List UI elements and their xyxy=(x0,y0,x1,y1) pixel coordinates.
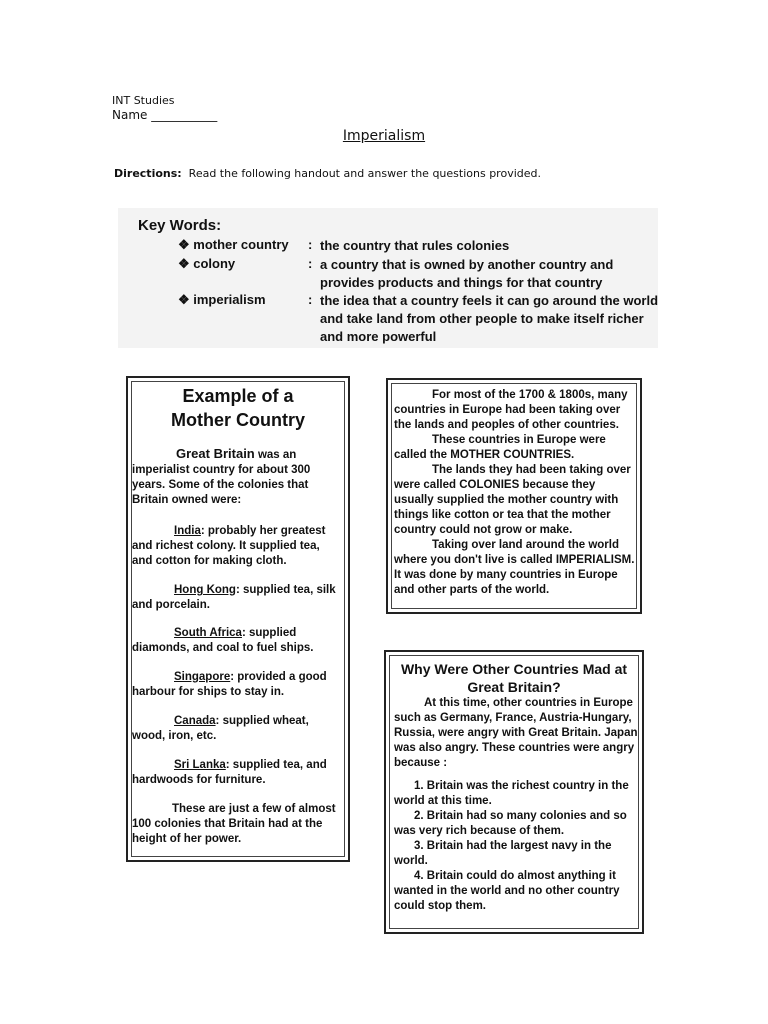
colony-item: Singapore: provided a good harbour for ships to stay in. xyxy=(132,671,327,698)
reason-item: 1. Britain was the richest country in the world at this time. xyxy=(394,780,629,807)
directions xyxy=(114,167,541,180)
key-word-colon: : xyxy=(308,237,313,252)
colony-item: Sri Lanka: supplied tea, and hardwoods for furniture. xyxy=(132,759,327,786)
why-text: At this time, other countries in Europe such as Germany, France, Austria-Hungary, Russia, were angry with Great Britain. Japan was also angry. These countries were angry because : 1. Britain was the richest country in the world at this time. 2. Britain had so many colonies and so was very rich because of them. 3. Britain had the largest navy in the world. 4. Britain could do almost anything it wanted in the world and no other country could stop them. xyxy=(394,697,638,912)
key-word-definition: a country that is owned by another country and provides products and things for that country xyxy=(320,257,614,290)
key-word-term: ❖ mother country xyxy=(178,237,289,252)
great-britain-label: Great Britain xyxy=(176,446,255,461)
reason-item: 3. Britain had the largest navy in the world. xyxy=(394,840,612,867)
example-intro: Great Britain was an imperialist country for about 300 years. Some of the colonies that Britain owned were: xyxy=(132,446,311,506)
key-word-definition: the country that rules colonies xyxy=(320,238,510,253)
history-text: For most of the 1700 & 1800s, many countries in Europe had been taking over the lands and peoples of other countries. These countries in Europe were called the MOTHER COUNTRIES. The lands they had been taking over were called COLONIES because they usually supplied the mother country with things like cotton or tea that the mother country could not grow or make. Taking over land around the world where you don't live is called IMPERIALISM. It was done by many countries in Europe and other parts of the world. xyxy=(394,389,635,596)
key-word-definition: the idea that a country feels it can go around the world and take land from other people to make itself richer and more powerful xyxy=(320,293,659,344)
key-word-colon: : xyxy=(308,292,313,307)
colony-item: Hong Kong: supplied tea, silk and porcelain. xyxy=(132,584,336,611)
example-closing: These are just a few of almost 100 colonies that Britain had at the height of her power. xyxy=(132,803,336,845)
colony-item: South Africa: supplied diamonds, and coal to fuel ships. xyxy=(132,627,314,654)
key-words-title: Key Words: xyxy=(138,217,222,234)
key-word-colon: : xyxy=(308,256,313,271)
reason-item: 4. Britain could do almost anything it wanted in the world and no other country could stop them. xyxy=(394,870,620,912)
directions-label: Directions: xyxy=(114,167,182,180)
reason-item: 2. Britain had so many colonies and so was very rich because of them. xyxy=(394,810,627,837)
example-box-title: Example of a Mother Country xyxy=(171,386,305,430)
name-field-label: Name ___________ xyxy=(112,108,218,122)
course-label: INT Studies xyxy=(112,94,175,107)
colony-item: Canada: supplied wheat, wood, iron, etc. xyxy=(132,715,309,742)
key-word-term: ❖ colony xyxy=(178,256,236,271)
key-word-term: ❖ imperialism xyxy=(178,292,266,307)
why-box-title: Why Were Other Countries Mad at Great Britain? xyxy=(400,661,628,695)
page-title: Imperialism xyxy=(342,128,426,144)
colony-item: India: probably her greatest and richest colony. It supplied tea, and cotton for making cloth. xyxy=(132,525,326,567)
directions-text: Read the following handout and answer the questions provided. xyxy=(188,167,541,180)
